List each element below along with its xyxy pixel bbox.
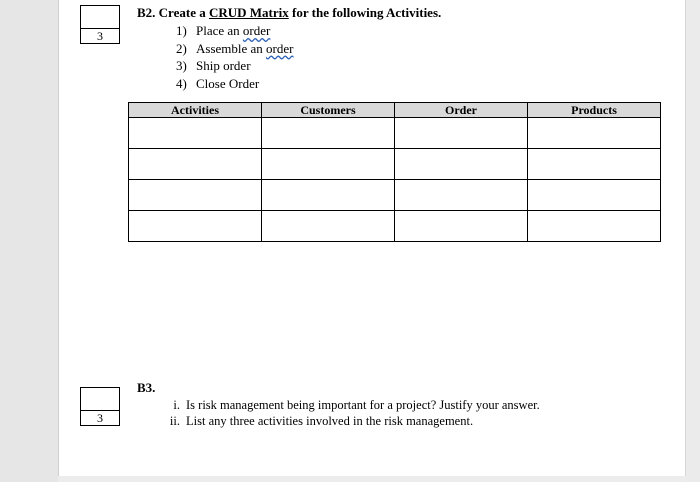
- table-cell[interactable]: [129, 180, 262, 211]
- crud-matrix-table: [128, 102, 661, 242]
- b2-heading-crud-matrix: CRUD Matrix: [208, 5, 289, 20]
- table-cell[interactable]: [129, 211, 262, 242]
- list-item: [160, 413, 540, 429]
- table-cell[interactable]: [395, 211, 528, 242]
- column-header-activities: Activities: [129, 103, 262, 118]
- table-row: [129, 149, 661, 180]
- b2-heading: [137, 5, 441, 21]
- activity-item: [176, 22, 293, 40]
- b2-activity-list: [176, 22, 293, 92]
- activity-number: 1): [176, 23, 187, 38]
- table-cell[interactable]: [262, 211, 395, 242]
- item-text: Is risk management being important for a project? Justify your answer.: [186, 398, 540, 412]
- table-cell[interactable]: [395, 149, 528, 180]
- b2-heading-prefix: B2. Create a: [137, 5, 209, 20]
- table-cell[interactable]: [395, 118, 528, 149]
- activity-text-spellcheck: order: [266, 40, 294, 56]
- table-row: [129, 118, 661, 149]
- b3-mark-value: 3: [97, 411, 103, 425]
- left-page-margin: [0, 0, 59, 482]
- right-scroll-gutter: [685, 0, 700, 482]
- b3-heading: B3.: [137, 380, 156, 395]
- table-cell[interactable]: [262, 180, 395, 211]
- b3-score-blank: [81, 388, 119, 411]
- table-row: [129, 180, 661, 211]
- column-header-customers: Customers: [262, 103, 395, 118]
- item-numeral: i.: [173, 398, 180, 412]
- activity-item: [176, 75, 293, 93]
- b2-mark-value: 3: [97, 29, 103, 43]
- activity-text: Ship order: [196, 58, 251, 73]
- activity-item: [176, 57, 293, 75]
- activity-number: 4): [176, 75, 187, 91]
- activity-text: Assemble an: [196, 40, 267, 56]
- activity-number: 2): [176, 40, 187, 56]
- table-row: [129, 211, 661, 242]
- list-item: [160, 397, 540, 413]
- column-header-products: Products: [528, 103, 661, 118]
- b3-question-list: [160, 397, 540, 429]
- page-bottom-edge: [58, 476, 686, 482]
- table-cell[interactable]: [528, 149, 661, 180]
- b2-mark-box: [80, 5, 120, 44]
- b2-score-blank: [81, 6, 119, 29]
- column-header-order: Order: [395, 103, 528, 118]
- table-cell[interactable]: [262, 149, 395, 180]
- b3-mark-box: [80, 387, 120, 426]
- b2-heading-suffix: for the following Activities.: [288, 5, 442, 20]
- table-header-row: [129, 103, 661, 118]
- item-numeral: ii.: [169, 414, 180, 428]
- table-cell[interactable]: [129, 149, 262, 180]
- activity-text: Place an: [196, 23, 243, 38]
- item-text: List any three activities involved in the risk management.: [186, 414, 474, 428]
- table-cell[interactable]: [129, 118, 262, 149]
- activity-item: [176, 40, 293, 58]
- activity-text-spellcheck: order: [242, 23, 271, 38]
- activity-number: 3): [176, 58, 187, 73]
- table-cell[interactable]: [528, 180, 661, 211]
- table-cell[interactable]: [395, 180, 528, 211]
- table-cell[interactable]: [528, 211, 661, 242]
- table-cell[interactable]: [262, 118, 395, 149]
- table-cell[interactable]: [528, 118, 661, 149]
- activity-text: Close Order: [196, 75, 260, 91]
